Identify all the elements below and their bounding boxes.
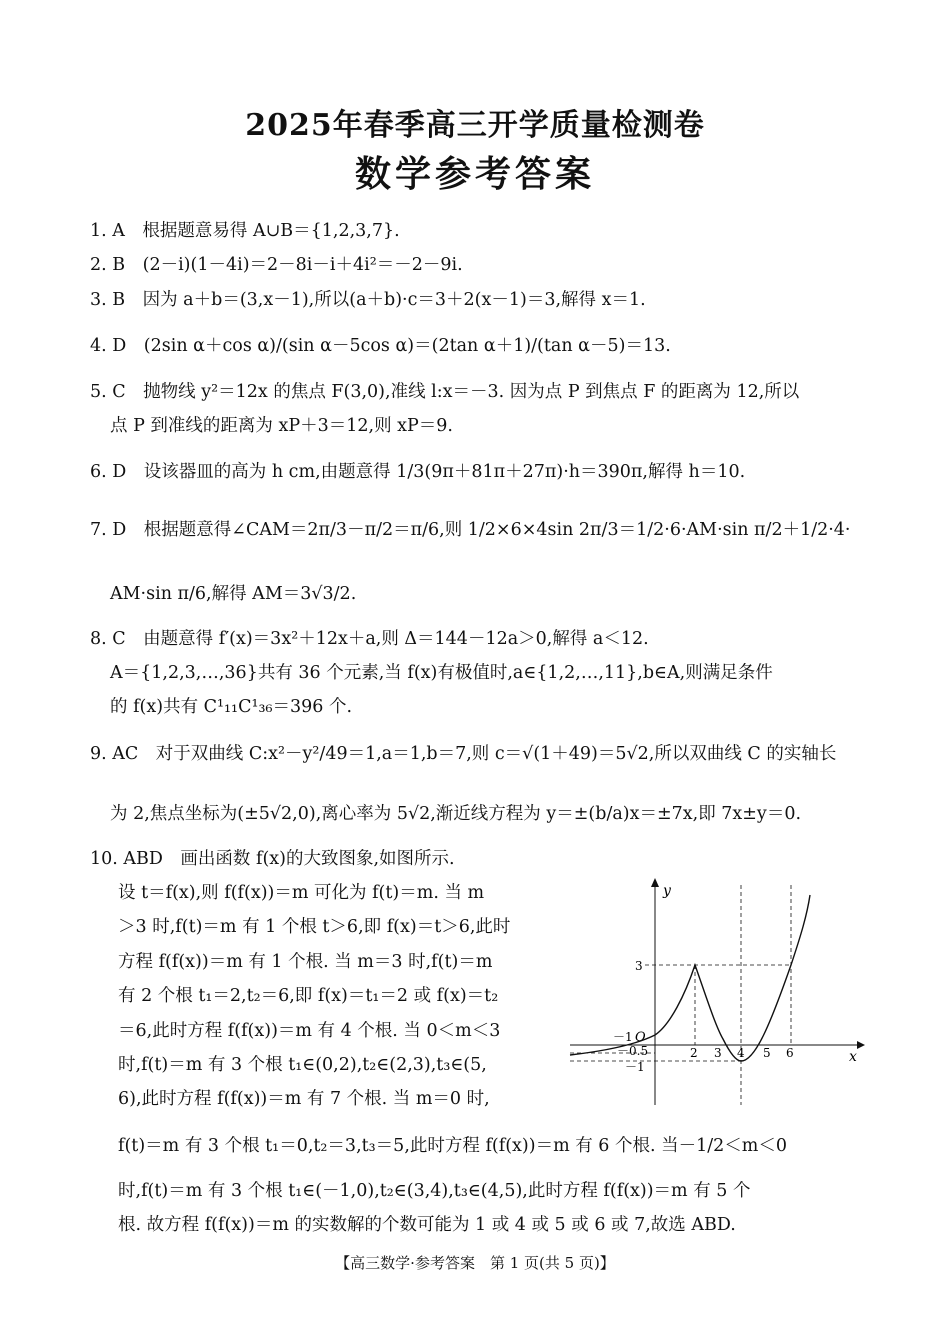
function-graph (565, 875, 865, 1110)
answer-q10-text-10: 根. 故方程 f(f(x))＝m 的实数解的个数可能为 1 或 4 或 5 或 6 或 7,故选 ABD. (118, 1215, 736, 1235)
x-axis-label: x (849, 1049, 857, 1065)
answer-q10-text-1: 设 t＝f(x),则 f(f(x))＝m 可化为 f(t)＝m. 当 m (118, 883, 485, 903)
tick-label-y-neg1: －1 (625, 1060, 645, 1074)
answer-q10-text-6: 时,f(t)＝m 有 3 个根 t₁∈(0,2),t₂∈(2,3),t₃∈(5, (118, 1055, 487, 1075)
page-subtitle: 数学参考答案 (354, 153, 595, 195)
answer-q5-line1: 5. C 抛物线 y²＝12x 的焦点 F(3,0),准线 l:x＝－3. 因为点 P 到焦点 F 的距离为 12,所以 (90, 382, 800, 402)
tick-label-x-3: 3 (714, 1046, 722, 1060)
tick-label-y-neg05: －0.5 (617, 1044, 649, 1058)
y-axis-label: y (663, 883, 671, 899)
origin-label: O (635, 1030, 646, 1045)
tick-label-x-6: 6 (786, 1046, 794, 1060)
answer-q5-line2: 点 P 到准线的距离为 xP＋3＝12,则 xP＝9. (110, 416, 453, 436)
answer-q8-line1: 8. C 由题意得 f′(x)＝3x²＋12x＋a,则 Δ＝144－12a＞0,解得 a＜12. (90, 629, 649, 649)
answer-q10-heading: 10. ABD 画出函数 f(x)的大致图象,如图所示. (90, 849, 455, 869)
y-axis-arrow (651, 878, 659, 887)
answer-q9-line1: 9. AC 对于双曲线 C:x²－y²/49＝1,a＝1,b＝7,则 c＝√(1＋49)＝5√2,所以双曲线 C 的实轴长 (90, 744, 837, 764)
function-curve (570, 895, 810, 1061)
page-footer: 【高三数学·参考答案 第 1 页(共 5 页)】 (335, 1254, 615, 1272)
answer-q10-text-4: 有 2 个根 t₁＝2,t₂＝6,即 f(x)＝t₁＝2 或 f(x)＝t₂ (118, 986, 499, 1006)
x-axis-arrow (857, 1041, 865, 1049)
answer-q10-text-5: ＝6,此时方程 f(f(x))＝m 有 4 个根. 当 0＜m＜3 (118, 1021, 501, 1041)
answer-q7-line1: 7. D 根据题意得∠CAM＝2π/3－π/2＝π/6,则 1/2×6×4sin 2π/3＝1/2·6·AM·sin π/2＋1/2·4· (90, 520, 851, 540)
answer-q10-text-9: 时,f(t)＝m 有 3 个根 t₁∈(－1,0),t₂∈(3,4),t₃∈(4,5),此时方程 f(f(x))＝m 有 5 个 (118, 1181, 751, 1201)
answer-q10-text-7: 6),此时方程 f(f(x))＝m 有 7 个根. 当 m＝0 时, (118, 1089, 490, 1109)
page-title: 2025年春季高三开学质量检测卷 (245, 108, 705, 143)
answer-q4: 4. D (2sin α＋cos α)/(sin α－5cos α)＝(2tan α＋1)/(tan α－5)＝13. (90, 336, 671, 356)
answer-q9-line2: 为 2,焦点坐标为(±5√2,0),离心率为 5√2,渐近线方程为 y＝±(b/a)x＝±7x,即 7x±y＝0. (110, 804, 802, 824)
answer-q2: 2. B (2－i)(1－4i)＝2－8i－i＋4i²＝－2－9i. (90, 255, 463, 275)
tick-label-y-3: 3 (635, 959, 643, 973)
answer-q8-line3: 的 f(x)共有 C¹₁₁C¹₃₆＝396 个. (110, 697, 353, 717)
answer-q10-text-2: ＞3 时,f(t)＝m 有 1 个根 t＞6,即 f(x)＝t＞6,此时 (118, 917, 511, 937)
answer-q10-text-8: f(t)＝m 有 3 个根 t₁＝0,t₂＝3,t₃＝5,此时方程 f(f(x))＝m 有 6 个根. 当－1/2＜m＜0 (118, 1136, 788, 1156)
tick-label-x-4: 4 (737, 1046, 745, 1060)
answer-q1: 1. A 根据题意易得 A∪B＝{1,2,3,7}. (90, 221, 400, 241)
answer-q3: 3. B 因为 a＋b＝(3,x－1),所以(a＋b)·c＝3＋2(x－1)＝3,解得 x＝1. (90, 290, 646, 310)
tick-label-x-2: 2 (690, 1046, 698, 1060)
answer-q8-line2: A＝{1,2,3,…,36}共有 36 个元素,当 f(x)有极值时,a∈{1,2,…,11},b∈A,则满足条件 (110, 663, 773, 683)
answer-q10-text-3: 方程 f(f(x))＝m 有 1 个根. 当 m＝3 时,f(t)＝m (118, 952, 493, 972)
tick-label-x-neg1: －1 (613, 1030, 633, 1044)
answer-q7-line2: AM·sin π/6,解得 AM＝3√3/2. (110, 584, 357, 604)
tick-label-x-5: 5 (763, 1046, 771, 1060)
answer-q6: 6. D 设该器皿的高为 h cm,由题意得 1/3(9π＋81π＋27π)·h＝390π,解得 h＝10. (90, 462, 746, 482)
